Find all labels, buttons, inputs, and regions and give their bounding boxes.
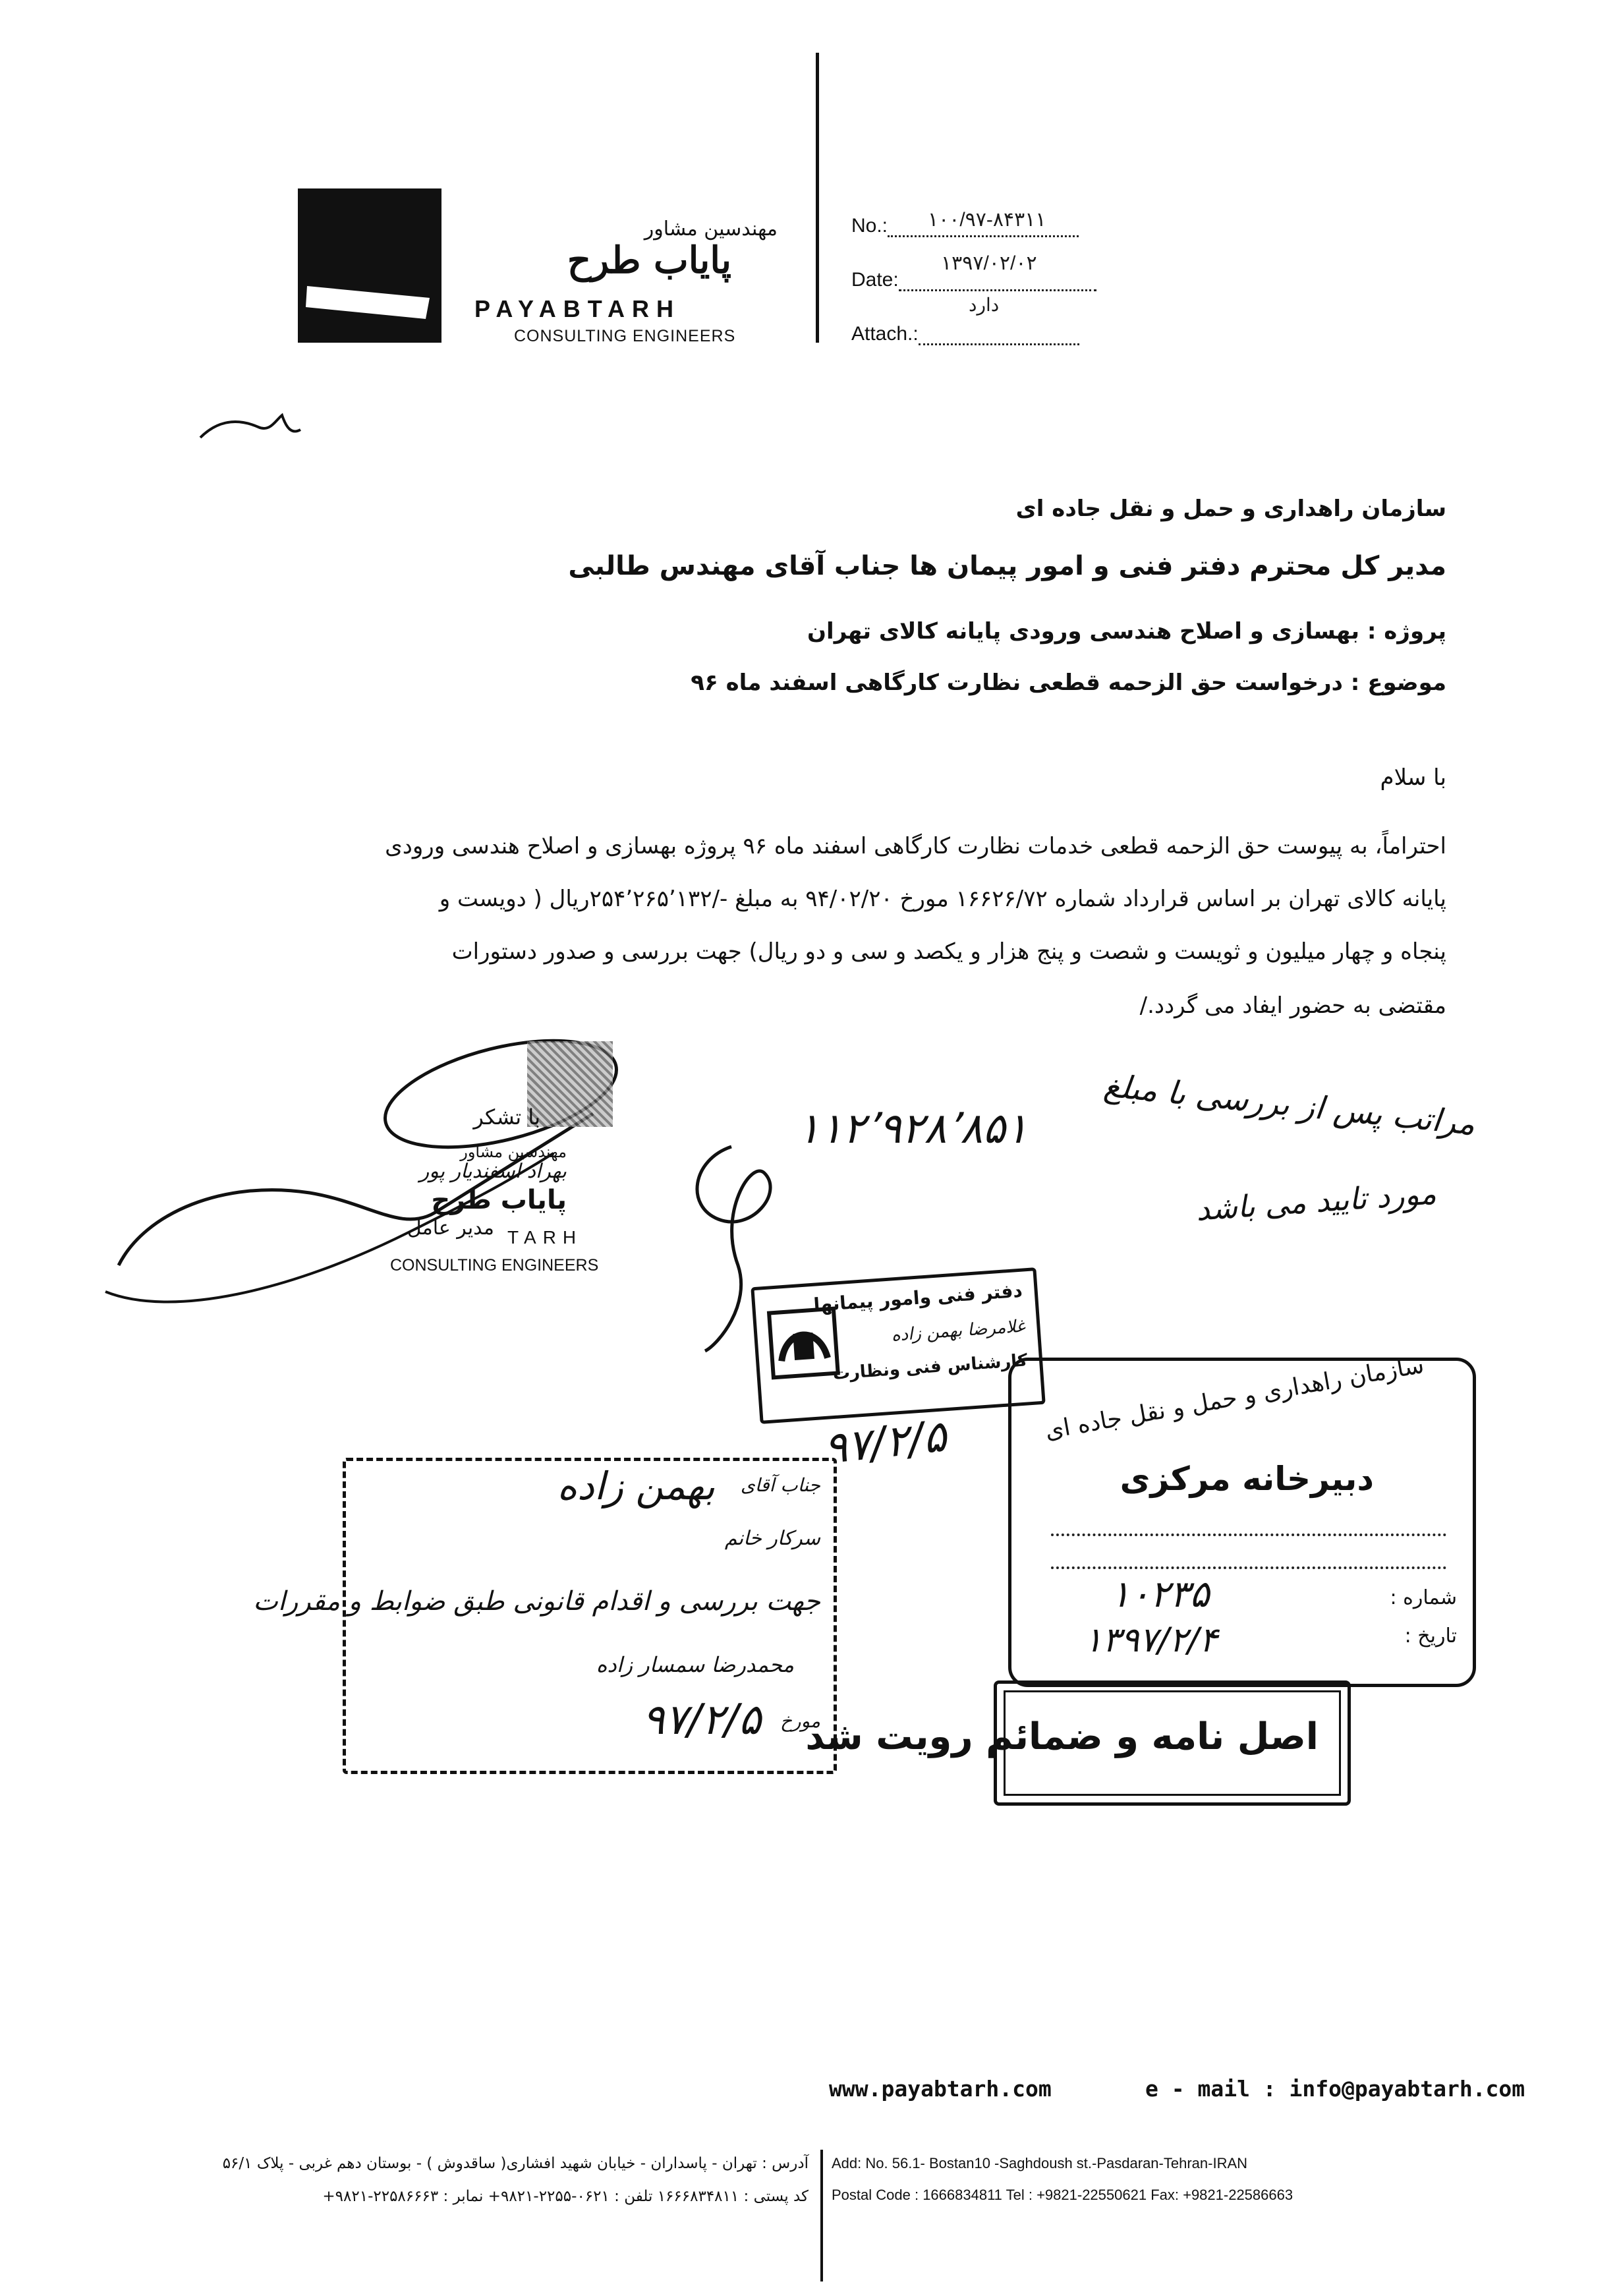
referral-date: ۹۷/۲/۵ — [642, 1696, 761, 1744]
office-stamp-emblem-icon — [765, 1304, 842, 1381]
secretariat-stamp-date: ۱۳۹۷/۲/۴ — [1084, 1621, 1218, 1660]
greeting: با سلام — [1380, 764, 1446, 791]
referral-instruction: جهت بررسی و اقدام قانونی طبق ضوابط و مقررات — [253, 1586, 820, 1617]
referral-addressee: بهمن زاده — [557, 1464, 715, 1508]
meta-attach-dots — [919, 326, 1079, 345]
secretariat-stamp-dots-1 — [1051, 1534, 1446, 1536]
body-line-1: احتراماً، به پیوست حق الزحمه قطعی خدمات نظارت کارگاهی اسفند ماه ۹۶ پروژه بهسازی و اصلاح هندسی ورودی — [385, 833, 1446, 859]
payabtarh-logo-icon — [298, 188, 441, 343]
date-scrawl: ۹۷/۲/۵ — [821, 1410, 949, 1474]
secretariat-stamp-title: دبیرخانه مرکزی — [1120, 1460, 1374, 1498]
body-line-4: مقتضی به حضور ایفاد می گردد./ — [1139, 992, 1446, 1019]
meta-attach-label: Attach.: — [851, 323, 919, 345]
footer-website: www.payabtarh.com — [829, 2076, 1052, 2102]
brand-fa-small: مهندسین مشاور — [644, 217, 778, 241]
referral-addressee-label: جناب آقای — [740, 1474, 820, 1496]
project-line: پروژه : بهسازی و اصلاح هندسی ورودی پایانه کالای تهران — [807, 618, 1446, 645]
signature-thanks: با تشکر — [473, 1105, 540, 1130]
brand-en: PAYABTARH — [474, 295, 681, 322]
office-stamp-line-2: غلامرضا بهمن زاده — [890, 1316, 1026, 1346]
secretariat-stamp-date-label: تاریخ : — [1404, 1624, 1457, 1648]
footer-address-fa: آدرس : تهران - پاسداران - خیابان شهید افشاری( ساقدوش ) - بوستان دهم غربی - پلاک ۵۶/۱ — [222, 2155, 809, 2172]
signature-stamp-fa-small: مهندسین مشاور — [460, 1143, 567, 1161]
approval-note-line-1: مراتب پس از بررسی با مبلغ — [1102, 1067, 1477, 1143]
signature-role: مدیر عامل — [407, 1217, 494, 1240]
brand-en-sub: CONSULTING ENGINEERS — [514, 327, 736, 345]
footer-email: e - mail : info@payabtarh.com — [1145, 2076, 1525, 2102]
header-divider — [816, 53, 819, 343]
referral-role: سرکار خانم — [724, 1527, 820, 1550]
secretariat-stamp-number-label: شماره : — [1390, 1586, 1457, 1609]
referral-signer: محمدرضا سمسار زاده — [596, 1652, 794, 1677]
approval-note-line-2: مورد تایید می باشد — [1195, 1175, 1438, 1228]
office-stamp — [751, 1267, 1045, 1424]
office-stamp-line-1: دفتر فنی وامور پیمانها — [812, 1279, 1023, 1316]
referral-stamp — [253, 1458, 837, 1774]
initial-scribble-icon — [198, 401, 303, 447]
office-stamp-line-3: کارشناس فنی ونظارت — [832, 1350, 1029, 1384]
signature-brand-en: TARH — [507, 1227, 583, 1248]
meta-number-value: ۱۰۰/۹۷-۸۴۳۱۱ — [928, 209, 1046, 231]
signature-brand-en-sub: CONSULTING ENGINEERS — [390, 1256, 599, 1275]
signature-name: بهراد اسفندیار پور — [419, 1160, 567, 1183]
secretariat-stamp-number: ۱۰۲۳۵ — [1110, 1573, 1210, 1616]
body-line-2: پایانه کالای تهران بر اساس قرارداد شماره ۱۶۶۲۶/۷۲ مورخ ۹۴/۰۲/۲۰ به مبلغ -/۲۵۴٬۲۶۵٬۱۳۲ریال ( دویست و — [439, 886, 1446, 912]
referral-date-label: مورخ — [780, 1710, 820, 1732]
meta-date-label: Date: — [851, 269, 899, 291]
footer-divider — [820, 2150, 823, 2282]
footer-address-en: Add: No. 56.1- Bostan10 -Saghdoush st.-Pasdaran-Tehran-IRAN — [832, 2155, 1248, 2171]
meta-number-label: No.: — [851, 215, 888, 237]
amount-note: ۱۱۲٬۹۲۸٬۸۵۱ — [797, 1105, 1029, 1153]
original-seen-text: اصل نامه و ضمائم رویت شد — [805, 1715, 1319, 1758]
signature-brand-fa: پایاب طرح — [431, 1185, 567, 1215]
meta-attach-row — [851, 323, 1079, 345]
meta-date-dots — [899, 272, 1096, 291]
footer-contact-en: Postal Code : 1666834811 Tel : +9821-22550621 Fax: +9821-22586663 — [832, 2187, 1293, 2203]
footer-contact-fa: کد پستی : ۱۶۶۶۸۳۴۸۱۱ تلفن : ۰۶۲۱-۲۲۵۵-۹۸۲۱+ نمابر : ۲۲۵۸۶۶۶۳-۹۸۲۱+ — [322, 2188, 809, 2205]
secretariat-stamp-dots-2 — [1051, 1566, 1446, 1569]
secretariat-stamp — [1008, 1351, 1476, 1687]
recipient: مدیر کل محترم دفتر فنی و امور پیمان ها جناب آقای مهندس طالبی — [568, 551, 1446, 581]
subject-line: موضوع : درخواست حق الزحمه قطعی نظارت کارگاهی اسفند ماه ۹۶ — [691, 670, 1446, 696]
recipient-org: سازمان راهداری و حمل و نقل جاده ای — [1015, 496, 1446, 522]
original-seen-stamp — [805, 1680, 1351, 1806]
body-line-3: پنجاه و چهار میلیون و ثویست و شصت و پنج هزار و یکصد و سی و دو ریال) جهت بررسی و صدور دستورات — [451, 938, 1446, 965]
brand-fa: پایاب طرح — [567, 239, 731, 282]
secretariat-stamp-org: سازمان راهداری و حمل و نقل جاده ای — [1042, 1351, 1427, 1445]
meta-date-value: ۱۳۹۷/۰۲/۰۲ — [941, 252, 1037, 274]
meta-attach-value: دارد — [969, 295, 1000, 315]
